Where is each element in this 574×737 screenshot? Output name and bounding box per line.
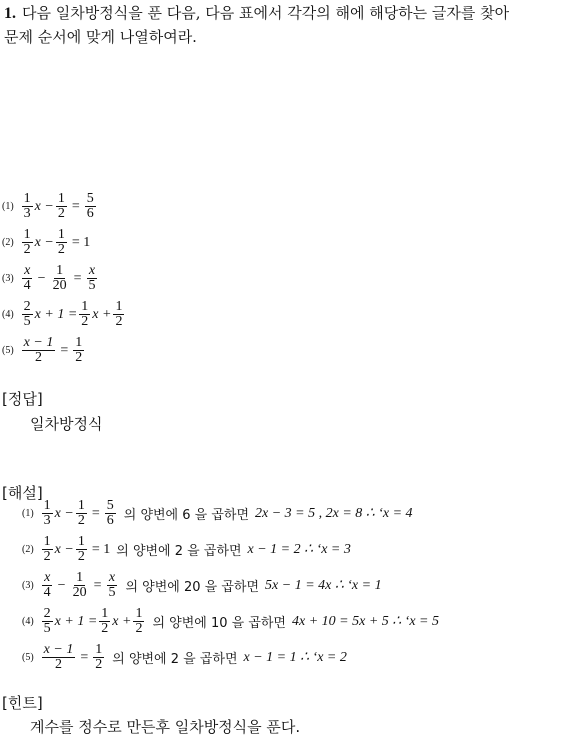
numerator: 1 xyxy=(135,606,143,621)
denominator: 20 xyxy=(72,585,87,600)
multiplier-text: 의 양변에 10 을 곱하면 xyxy=(152,616,286,631)
term: x + 1 = xyxy=(34,306,78,322)
fraction xyxy=(22,192,33,221)
result-equation: x − 1 = 1 ∴ ‘x = 2 xyxy=(243,650,347,665)
denominator: 5 xyxy=(43,621,51,636)
denominator: 2 xyxy=(43,549,51,564)
fraction xyxy=(42,499,53,528)
denominator: 2 xyxy=(57,206,65,221)
hint-heading: [힌트] xyxy=(2,694,43,712)
fraction xyxy=(56,228,67,257)
numerator: 1 xyxy=(57,227,65,242)
item-label: (4) xyxy=(22,616,34,627)
numerator: 1 xyxy=(23,227,31,242)
fraction xyxy=(85,192,96,221)
question-prompt xyxy=(4,2,509,25)
numerator: 1 xyxy=(76,570,84,585)
fraction xyxy=(56,192,67,221)
equals-sign: = xyxy=(93,577,102,593)
denominator: 2 xyxy=(135,621,143,636)
multiplier-text: 의 양변에 6 을 곱하면 xyxy=(123,508,250,523)
fraction xyxy=(93,643,104,672)
fraction xyxy=(42,607,53,636)
equals-sign: = xyxy=(60,342,69,358)
fraction xyxy=(73,336,84,365)
result-equation: 4x + 10 = 5x + 5 ∴ ‘x = 5 xyxy=(292,614,439,629)
question-text-line2: 문제 순서에 맞게 나열하여라. xyxy=(4,28,197,46)
denominator: 2 xyxy=(55,657,62,672)
fraction xyxy=(71,571,89,600)
explanation-item-2 xyxy=(22,535,351,564)
fraction xyxy=(22,228,33,257)
minus-sign: − xyxy=(37,270,46,286)
term: = 1 xyxy=(71,234,91,250)
denominator: 2 xyxy=(101,621,109,636)
fraction xyxy=(76,535,87,564)
numerator: x xyxy=(88,263,96,278)
denominator: 2 xyxy=(77,549,85,564)
numerator: x xyxy=(44,570,51,585)
denominator: 2 xyxy=(57,242,65,257)
denominator: 6 xyxy=(86,206,94,221)
numerator: 5 xyxy=(86,191,94,206)
answer-heading: [정답] xyxy=(2,390,43,408)
denominator: 4 xyxy=(23,278,31,293)
fraction xyxy=(22,336,56,365)
problem-label: (4) xyxy=(2,309,14,320)
term: x − xyxy=(34,198,54,214)
denominator: 5 xyxy=(23,314,31,329)
denominator: 3 xyxy=(43,513,51,528)
equals-sign: = xyxy=(91,505,100,521)
denominator: 4 xyxy=(43,585,51,600)
numerator: 1 xyxy=(81,299,89,314)
item-label: (1) xyxy=(22,508,34,519)
term: x + 1 = xyxy=(54,613,98,629)
term: x + xyxy=(112,613,132,629)
denominator: 2 xyxy=(77,513,85,528)
explanation-item-4 xyxy=(22,607,439,636)
equals-sign: = xyxy=(73,270,82,286)
fraction xyxy=(51,264,69,293)
fraction xyxy=(106,571,117,600)
numerator: 1 xyxy=(77,534,85,549)
answer-body: 일차방정식 xyxy=(30,415,103,433)
fraction xyxy=(42,643,76,672)
fraction xyxy=(76,499,87,528)
fraction xyxy=(22,300,33,329)
numerator: 1 xyxy=(115,299,123,314)
denominator: 2 xyxy=(23,242,31,257)
numerator: x xyxy=(24,263,31,278)
denominator: 5 xyxy=(88,278,96,293)
term: x + xyxy=(92,306,112,322)
numerator: 1 xyxy=(95,642,103,657)
multiplier-text: 의 양변에 2 을 곱하면 xyxy=(116,544,242,559)
result-equation: 2x − 3 = 5 , 2x = 8 ∴ ‘x = 4 xyxy=(255,506,413,521)
fraction xyxy=(42,535,53,564)
term: x − xyxy=(54,505,74,521)
problem-label: (5) xyxy=(2,345,14,356)
fraction xyxy=(113,300,124,329)
item-label: (5) xyxy=(22,652,34,663)
hint-body: 계수를 정수로 만든후 일차방정식을 푼다. xyxy=(30,718,301,736)
fraction xyxy=(42,571,53,600)
multiplier-text: 의 양변에 2 을 곱하면 xyxy=(112,652,238,667)
numerator: 1 xyxy=(75,335,83,350)
numerator: 1 xyxy=(43,498,51,513)
problem-5 xyxy=(2,336,86,365)
numerator: 1 xyxy=(77,498,85,513)
question-text-line1: 다음 일차방정식을 푼 다음, 다음 표에서 각각의 해에 해당하는 글자를 찾아 xyxy=(22,4,510,22)
fraction xyxy=(133,607,144,636)
denominator: 20 xyxy=(52,278,67,293)
denominator: 3 xyxy=(23,206,31,221)
numerator: 1 xyxy=(101,606,109,621)
result-equation: 5x − 1 = 4x ∴ ‘x = 1 xyxy=(265,578,382,593)
denominator: 6 xyxy=(106,513,114,528)
numerator: 1 xyxy=(56,263,64,278)
numerator: 1 xyxy=(57,191,65,206)
numerator: 1 xyxy=(23,191,31,206)
problem-label: (2) xyxy=(2,237,14,248)
numerator: 1 xyxy=(43,534,51,549)
equals-sign: = xyxy=(71,198,80,214)
problem-label: (3) xyxy=(2,273,14,284)
item-label: (2) xyxy=(22,544,34,555)
fraction xyxy=(22,264,33,293)
explanation-item-1 xyxy=(22,499,413,528)
problem-1 xyxy=(2,192,98,221)
term: x − xyxy=(54,541,74,557)
term: = 1 xyxy=(91,541,111,557)
explanation-item-5 xyxy=(22,643,347,672)
numerator: x − 1 xyxy=(23,335,54,350)
question-number: 1. xyxy=(4,5,16,22)
numerator: x − 1 xyxy=(43,642,74,657)
numerator: 2 xyxy=(43,606,51,621)
fraction xyxy=(86,264,97,293)
problem-label: (1) xyxy=(2,201,14,212)
fraction xyxy=(105,499,116,528)
problem-2 xyxy=(2,228,90,257)
term: x − xyxy=(34,234,54,250)
explanation-item-3 xyxy=(22,571,382,600)
fraction xyxy=(99,607,110,636)
denominator: 2 xyxy=(115,314,123,329)
explanation-heading: [해설] xyxy=(2,484,43,502)
numerator: 2 xyxy=(23,299,31,314)
result-equation: x − 1 = 2 ∴ ‘x = 3 xyxy=(247,542,351,557)
denominator: 5 xyxy=(108,585,116,600)
numerator: x xyxy=(108,570,116,585)
item-label: (3) xyxy=(22,580,34,591)
equals-sign: = xyxy=(80,649,89,665)
denominator: 2 xyxy=(81,314,89,329)
multiplier-text: 의 양변에 20 을 곱하면 xyxy=(125,580,260,595)
denominator: 2 xyxy=(35,350,42,365)
minus-sign: − xyxy=(57,577,66,593)
fraction xyxy=(79,300,90,329)
numerator: 5 xyxy=(106,498,114,513)
denominator: 2 xyxy=(95,657,103,672)
denominator: 2 xyxy=(75,350,83,365)
problem-3 xyxy=(2,264,99,293)
problem-4 xyxy=(2,300,126,329)
